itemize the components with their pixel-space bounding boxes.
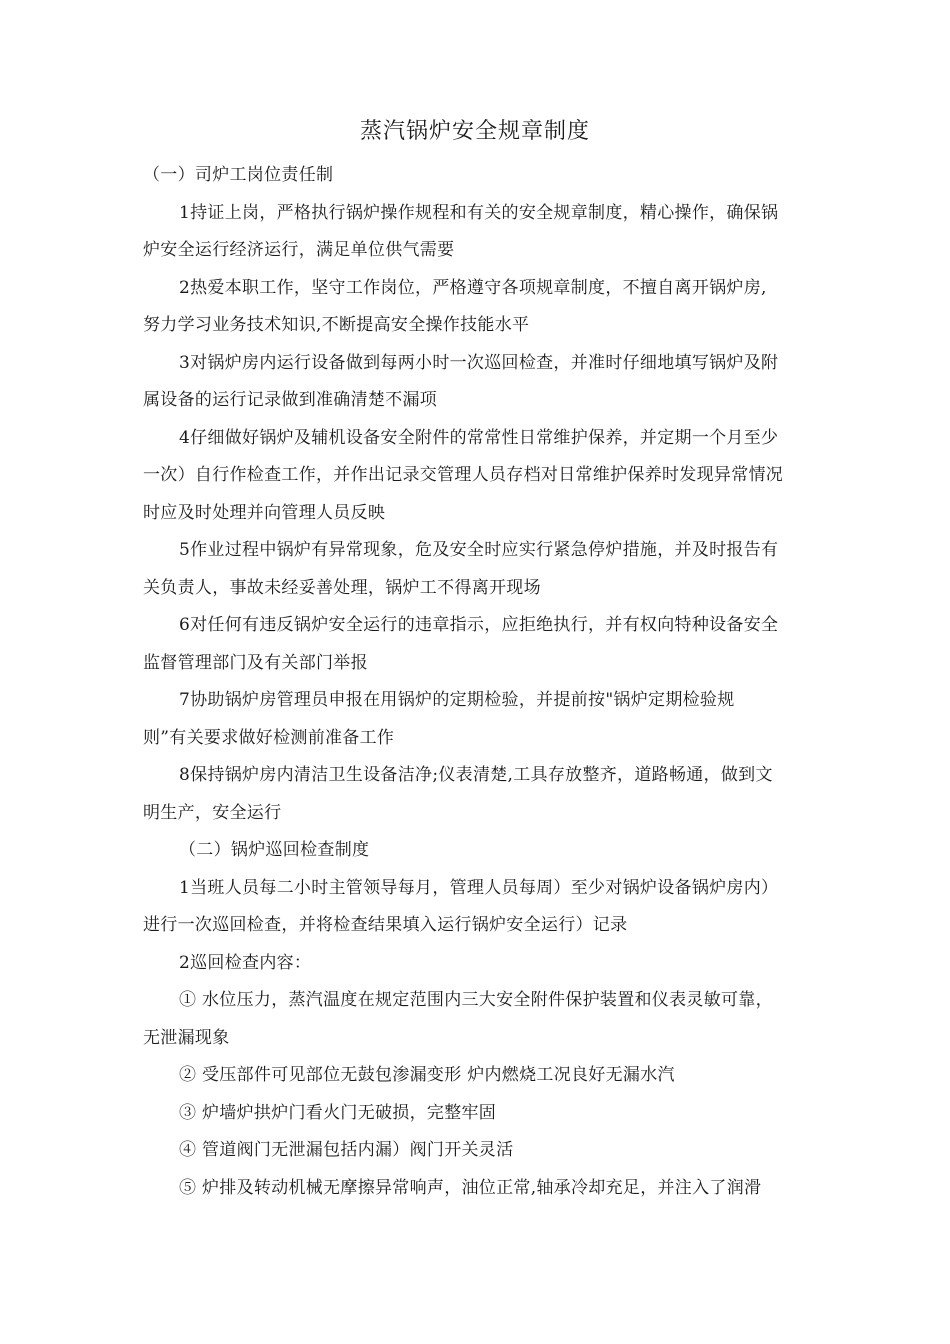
paragraph-line: 努力学习业务技术知识,不断提高安全操作技能水平 [143, 315, 530, 335]
section-heading-2: （二）锅炉巡回检查制度 [179, 840, 370, 860]
list-item: ① 水位压力，蒸汽温度在规定范围内三大安全附件保护装置和仪表灵敏可靠， [179, 990, 773, 1010]
paragraph-line: 属设备的运行记录做到准确清楚不漏项 [143, 390, 438, 410]
paragraph-line: 则”有关要求做好检测前准备工作 [143, 728, 395, 748]
paragraph-line: 4仔细做好锅炉及辅机设备安全附件的常常性日常维护保养，并定期一个月至少 [179, 428, 779, 448]
paragraph-line: 2热爱本职工作，坚守工作岗位，严格遵守各项规章制度，不擅自离开锅炉房, [179, 278, 767, 298]
paragraph-line: 明生产，安全运行 [143, 803, 282, 823]
paragraph-line: 进行一次巡回检查，并将检查结果填入运行锅炉安全运行）记录 [143, 915, 628, 935]
paragraph-line: 炉安全运行经济运行，满足单位供气需要 [143, 240, 455, 260]
paragraph-line: 6对任何有违反锅炉安全运行的违章指示，应拒绝执行，并有权向特种设备安全 [179, 615, 779, 635]
paragraph-line: 1当班人员每二小时主管领导每月，管理人员每周）至少对锅炉设备锅炉房内） [179, 878, 779, 898]
paragraph-line: 时应及时处理并向管理人员反映 [143, 503, 386, 523]
list-item: ④ 管道阀门无泄漏包括内漏）阀门开关灵活 [179, 1140, 514, 1160]
paragraph-line: 5作业过程中锅炉有异常现象，危及安全时应实行紧急停炉措施，并及时报告有 [179, 540, 779, 560]
paragraph-line: 一次）自行作检查工作，并作出记录交管理人员存档对日常维护保养时发现异常情况 [143, 465, 784, 485]
list-item: ③ 炉墙炉拱炉门看火门无破损，完整牢固 [179, 1103, 497, 1123]
paragraph-line: 关负责人，事故未经妥善处理，锅炉工不得离开现场 [143, 578, 541, 598]
list-item: ② 受压部件可见部位无鼓包渗漏变形 炉内燃烧工况良好无漏水汽 [179, 1065, 675, 1085]
section-heading-1: （一）司炉工岗位责任制 [143, 165, 334, 185]
list-item: ⑤ 炉排及转动机械无摩擦异常响声，油位正常,轴承冷却充足，并注入了润滑 [179, 1178, 762, 1198]
paragraph-line: 2巡回检查内容： [179, 953, 312, 973]
document-title: 蒸汽锅炉安全规章制度 [359, 119, 590, 144]
paragraph-line: 8保持锅炉房内清洁卫生设备洁净;仪表清楚,工具存放整齐，道路畅通，做到文 [179, 765, 773, 785]
paragraph-line: 监督管理部门及有关部门举报 [143, 653, 368, 673]
paragraph-line: 7协助锅炉房管理员申报在用锅炉的定期检验，并提前按"锅炉定期检验规 [179, 690, 735, 710]
paragraph-line: 1持证上岗，严格执行锅炉操作规程和有关的安全规章制度，精心操作，确保锅 [179, 203, 779, 223]
paragraph-line: 3对锅炉房内运行设备做到每两小时一次巡回检查，并准时仔细地填写锅炉及附 [179, 353, 779, 373]
list-item-continuation: 无泄漏现象 [143, 1028, 230, 1048]
